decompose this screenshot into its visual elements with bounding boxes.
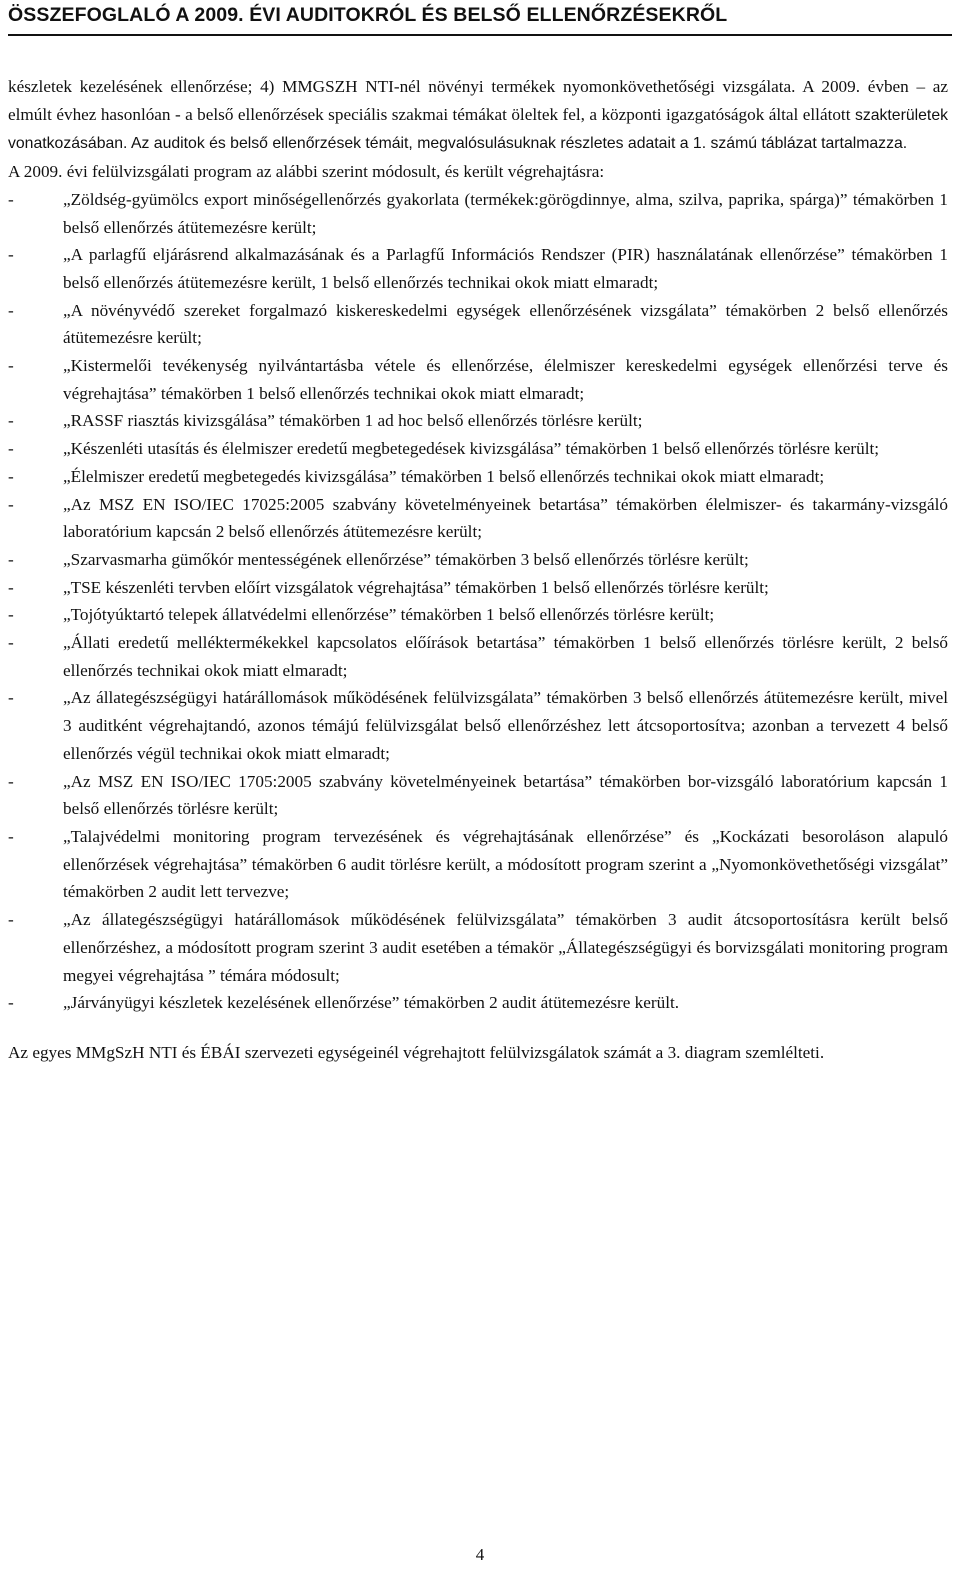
- program-lead: A 2009. évi felülvizsgálati program az alábbi szerint módosult, és került végrehajtásra:: [8, 162, 605, 182]
- list-dash: -: [8, 826, 14, 846]
- list-item: [8, 186, 948, 241]
- list-item-text: „Zöldség-gyümölcs export minőségellenőrzés gyakorlata (termékek:görögdinnye, alma, szilva, paprika, spárga)” témakörben 1 belső ellenőrzés átütemezésre került;: [63, 189, 948, 237]
- list-dash: -: [8, 771, 14, 791]
- list-item: [8, 768, 948, 823]
- list-item-text: „Élelmiszer eredetű megbetegedés kivizsgálása” témakörben 1 belső ellenőrzés technikai okok miatt elmaradt;: [63, 466, 825, 486]
- list-item: [8, 407, 948, 435]
- list-item-text: „Talajvédelmi monitoring program tervezésének és végrehajtásának ellenőrzése” és „Kockázati besoroláson alapuló ellenőrzések végrehajtása” témakörben 6 audit törlésre került, a módosított program szerint a „Nyomonkövethetőségi vizsgálat” témakörben 2 audit lett tervezve;: [63, 826, 948, 902]
- list-item-text: „A növényvédő szereket forgalmazó kiskereskedelmi egységek ellenőrzésének vizsgálata” témakörben 2 belső ellenőrzés átütemezésre került;: [63, 300, 948, 348]
- list-dash: -: [8, 633, 14, 653]
- list-item: [8, 601, 948, 629]
- page-header-title: ÖSSZEFOGLALÓ A 2009. ÉVI AUDITOKRÓL ÉS BELSŐ ELLENŐRZÉSEKRŐL: [8, 4, 728, 26]
- list-dash: -: [8, 993, 14, 1013]
- list-item-text: „Az MSZ EN ISO/IEC 17025:2005 szabvány követelményeinek betartása” témakörben élelmiszer- és takarmány-vizsgáló laboratórium kapcsán 2 belső ellenőrzés átütemezésre került;: [63, 494, 948, 542]
- list-item-text: „Szarvasmarha gümőkór mentességének ellenőrzése” témakörben 3 belső ellenőrzés törlésre került;: [63, 549, 749, 569]
- list-item-text: „Tojótyúktartó telepek állatvédelmi ellenőrzése” témakörben 1 belső ellenőrzés törlésre került;: [63, 605, 715, 625]
- list-dash: -: [8, 439, 14, 459]
- list-item-text: „Az állategészségügyi határállomások működésének felülvizsgálata” témakörben 3 belső ellenőrzés átütemezésre került, mivel 3 auditként végrehajtandó, azonos témájú felülvizsgálat belső ellenőrzéshez lett átcsoportosítva; azonban a tervezett 4 belső ellenőrzés végül technikai okok miatt elmaradt;: [63, 688, 948, 763]
- list-dash: -: [8, 494, 14, 514]
- list-item: [8, 906, 948, 989]
- list-dash: -: [8, 549, 14, 569]
- list-item-text: „Járványügyi készletek kezelésének ellenőrzése” témakörben 2 audit átütemezésre került.: [63, 993, 680, 1013]
- list-dash: -: [8, 411, 14, 431]
- list-item: [8, 463, 948, 491]
- list-item: [8, 629, 948, 684]
- list-item-text: „RASSF riasztás kivizsgálása” témakörben 1 ad hoc belső ellenőrzés törlésre került;: [63, 411, 643, 431]
- list-item-text: „A parlagfű eljárásrend alkalmazásának és a Parlagfű Információs Rendszer (PIR) használatának ellenőrzése” témakörben 1 belső ellenőrzés átütemezésre került, 1 belső ellenőrzés technikai okok miatt elmaradt;: [63, 245, 948, 292]
- list-item: [8, 241, 948, 296]
- intro-serif-text: készletek kezelésének ellenőrzése; 4) MMGSZH NTI-nél növényi termékek nyomonkövethetőségi vizsgálata. A 2009. évben – az elmúlt évhez hasonlóan - a belső ellenőrzések speciális szakmai témákat öleltek fel, a központi igazgatóságok által ellátott: [8, 77, 948, 124]
- list-item-text: „Készenléti utasítás és élelmiszer eredetű megbetegedések kivizsgálása” témakörben 1 belső ellenőrzés törlésre került;: [63, 439, 880, 459]
- list-item-text: „Az MSZ EN ISO/IEC 1705:2005 szabvány követelményeinek betartása” témakörben bor-vizsgáló laboratórium kapcsán 1 belső ellenőrzés törlésre került;: [63, 771, 948, 819]
- intro-paragraph: [8, 73, 948, 158]
- list-dash: -: [8, 356, 14, 376]
- list-item: [8, 684, 948, 767]
- list-dash: -: [8, 300, 14, 320]
- intro-sans-text: szakterületek vonatkozásában. Az auditok és belső ellenőrzések témáit, megvalósulásuknak részletes adatait a 1. számú táblázat tartalmazza.: [8, 106, 949, 153]
- list-dash: -: [8, 189, 14, 209]
- list-item: [8, 574, 948, 602]
- list-item: [8, 989, 948, 1017]
- list-dash: -: [8, 245, 14, 265]
- page-number: 4: [475, 1545, 485, 1564]
- list-item-text: „Állati eredetű melléktermékekkel kapcsolatos előírások betartása” témakörben 1 belső ellenőrzés törlésre került, 2 belső ellenőrzés technikai okok miatt elmaradt;: [63, 633, 948, 680]
- list-item: [8, 297, 948, 352]
- list-dash: -: [8, 577, 14, 597]
- list-dash: -: [8, 688, 14, 708]
- list-item-text: „Kistermelői tevékenység nyilvántartásba vétele és ellenőrzése, élelmiszer kereskedelmi egységek ellenőrzési terve és végrehajtása” témakörben 1 belső ellenőrzés technikai okok miatt elmaradt;: [63, 356, 948, 403]
- list-item: [8, 546, 948, 574]
- list-item: [8, 435, 948, 463]
- list-item: [8, 491, 948, 546]
- list-item-text: „Az állategészségügyi határállomások működésének felülvizsgálata” témakörben 3 audit átcsoportosításra került belső ellenőrzéshez, a módosított program szerint 3 audit esetében a témakör „Állategészségügyi és borvizsgálati monitoring program megyei végrehajtása ” témára módosult;: [63, 910, 948, 985]
- modification-list: [8, 186, 948, 1017]
- closing-paragraph: Az egyes MMgSzH NTI és ÉBÁI szervezeti egységeinél végrehajtott felülvizsgálatok számát a 3. diagram szemlélteti.: [8, 1042, 825, 1062]
- list-item: [8, 352, 948, 407]
- list-dash: -: [8, 605, 14, 625]
- list-item-text: „TSE készenléti tervben előírt vizsgálatok végrehajtása” témakörben 1 belső ellenőrzés törlésre került;: [63, 577, 769, 597]
- document-body: [8, 73, 948, 1067]
- header-rule: [8, 34, 952, 36]
- list-dash: -: [8, 910, 14, 930]
- list-dash: -: [8, 466, 14, 486]
- list-item: [8, 823, 948, 906]
